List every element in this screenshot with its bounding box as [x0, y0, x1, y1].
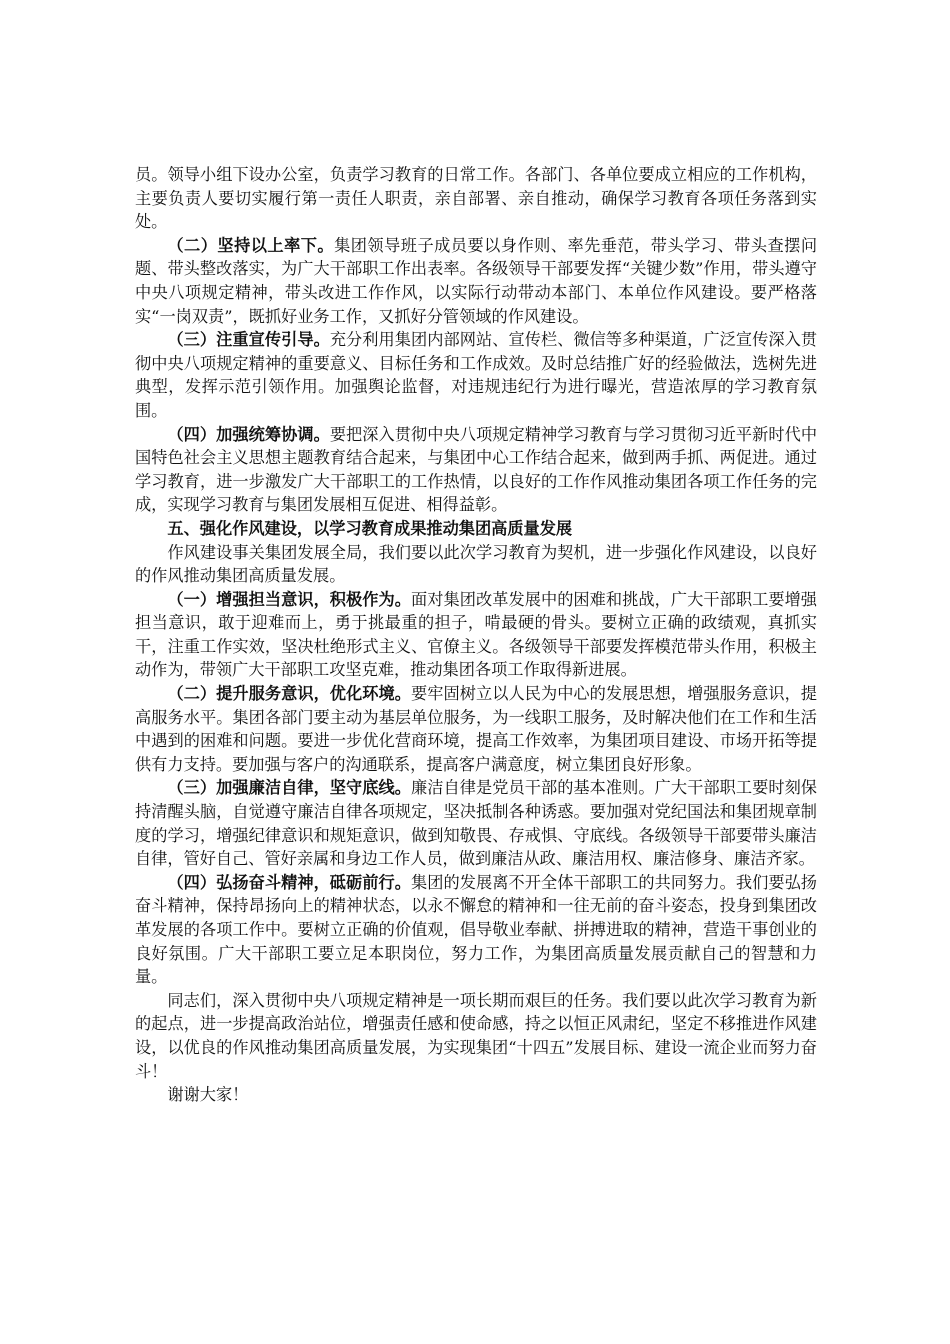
paragraph-text: 要把深入贯彻中央八项规定精神学习教育与学习贯彻习近平新时代中国特色社会主义思想主题教育结合起来，与集团中心工作结合起来，做到两手抓、两促进。通过学习教育，进一步激发广大干部职工的工作热情，以良好的工作作风推动集团各项工作任务的完成，实现学习教育与集团发展相互促进、相得益彰。: [135, 424, 818, 515]
paragraph-item-3: [135, 328, 817, 422]
paragraph-text: 集团的发展离不开全体干部职工的共同努力。我们要弘扬奋斗精神，保持昂扬向上的精神状态，以永不懈怠的精神和一往无前的奋斗姿态，投身到集团改革发展的各项工作中。要树立正确的价值观，倡导敬业奉献、拼搏进取的精神，营造干事创业的良好氛围。广大干部职工要立足本职岗位，努力工作，为集团高质量发展贡献自己的智慧和力量。: [135, 872, 817, 987]
paragraph-item-4: [135, 871, 817, 989]
paragraph-item-1: [135, 588, 817, 682]
paragraph-text: 面对集团改革发展中的困难和挑战，广大干部职工要增强担当意识，敢于迎难而上，勇于挑最重的担子，啃最硬的骨头。要树立正确的政绩观，真抓实干，注重工作实效，坚决杜绝形式主义、官僚主义。各级领导干部要发挥模范带头作用，积极主动作为，带领广大干部职工攻坚克难，推动集团各项工作取得新进展。: [135, 589, 817, 680]
section-heading: 五、强化作风建设，以学习教育成果推动集团高质量发展: [167, 518, 573, 538]
paragraph-text: 充分利用集团内部网站、宣传栏、微信等多种渠道，广泛宣传深入贯彻中央八项规定精神的重要意义、目标任务和工作成效。及时总结推广好的经验做法，选树先进典型，发挥示范引领作用。加强舆论监督，对违规违纪行为进行曝光，营造浓厚的学习教育氛围。: [135, 330, 818, 420]
paragraph-lead: （四）弘扬奋斗精神，砥砺前行。: [167, 872, 412, 892]
paragraph-item-2: [135, 682, 817, 776]
paragraph-text: 同志们，深入贯彻中央八项规定精神是一项长期而艰巨的任务。我们要以此次学习教育为新的起点，进一步提高政治站位，增强责任感和使命感，持之以恒正风肃纪，坚定不移推进作风建设，以优良的作风推动集团高质量发展，为实现集团“十四五”发展目标、建设一流企业而努力奋斗！: [135, 990, 817, 1081]
paragraph-text: 要牢固树立以人民为中心的发展思想，增强服务意识，提高服务水平。集团各部门要主动为基层单位服务，为一线职工服务，及时解决他们在工作和生活中遇到的困难和问题。要进一步优化营商环境，提高工作效率，为集团项目建设、市场开拓等提供有力支持。要加强与客户的沟通联系，提高客户满意度，树立集团良好形象。: [135, 684, 817, 774]
section-intro: [135, 541, 817, 588]
paragraph-item-3: [135, 776, 817, 870]
closing-paragraph: [135, 989, 817, 1083]
paragraph-text: 作风建设事关集团发展全局，我们要以此次学习教育为契机，进一步强化作风建设，以良好的作风推动集团高质量发展。: [135, 542, 817, 586]
paragraph-lead: （一）增强担当意识，积极作为。: [167, 589, 412, 609]
paragraph-continuation: [135, 163, 817, 234]
document-body: [135, 163, 817, 1107]
paragraph-lead: （三）加强廉洁自律，坚守底线。: [167, 778, 412, 798]
paragraph-text: 集团领导班子成员要以身作则、率先垂范，带头学习、带头查摆问题、带头整改落实，为广大干部职工作出表率。各级领导干部要发挥“关键少数”作用，带头遵守中央八项规定精神，带头改进工作作风，以实际行动带动本部门、本单位作风建设。要严格落实“一岗双责”，既抓好业务工作，又抓好分管领域的作风建设。: [135, 235, 818, 326]
paragraph-lead: （四）加强统筹协调。: [167, 424, 330, 444]
paragraph-item-4: [135, 423, 817, 517]
paragraph-lead: （三）注重宣传引导。: [167, 330, 330, 350]
paragraph-text: 谢谢大家！: [167, 1085, 249, 1105]
closing-thanks: [135, 1083, 817, 1107]
paragraph-text: 廉洁自律是党员干部的基本准则。广大干部职工要时刻保持清醒头脑，自觉遵守廉洁自律各项规定，坚决抵制各种诱惑。要加强对党纪国法和集团规章制度的学习，增强纪律意识和规矩意识，做到知敬畏、存戒惧、守底线。各级领导干部要带头廉洁自律，管好自己、管好亲属和身边工作人员，做到廉洁从政、廉洁用权、廉洁修身、廉洁齐家。: [135, 778, 817, 869]
paragraph-item-2: [135, 234, 817, 328]
paragraph-lead: （二）坚持以上率下。: [167, 235, 335, 255]
paragraph-lead: （二）提升服务意识，优化环境。: [167, 684, 412, 704]
paragraph-text: 员。领导小组下设办公室，负责学习教育的日常工作。各部门、各单位要成立相应的工作机构，主要负责人要切实履行第一责任人职责，亲自部署、亲自推动，确保学习教育各项任务落到实处。: [135, 165, 817, 232]
